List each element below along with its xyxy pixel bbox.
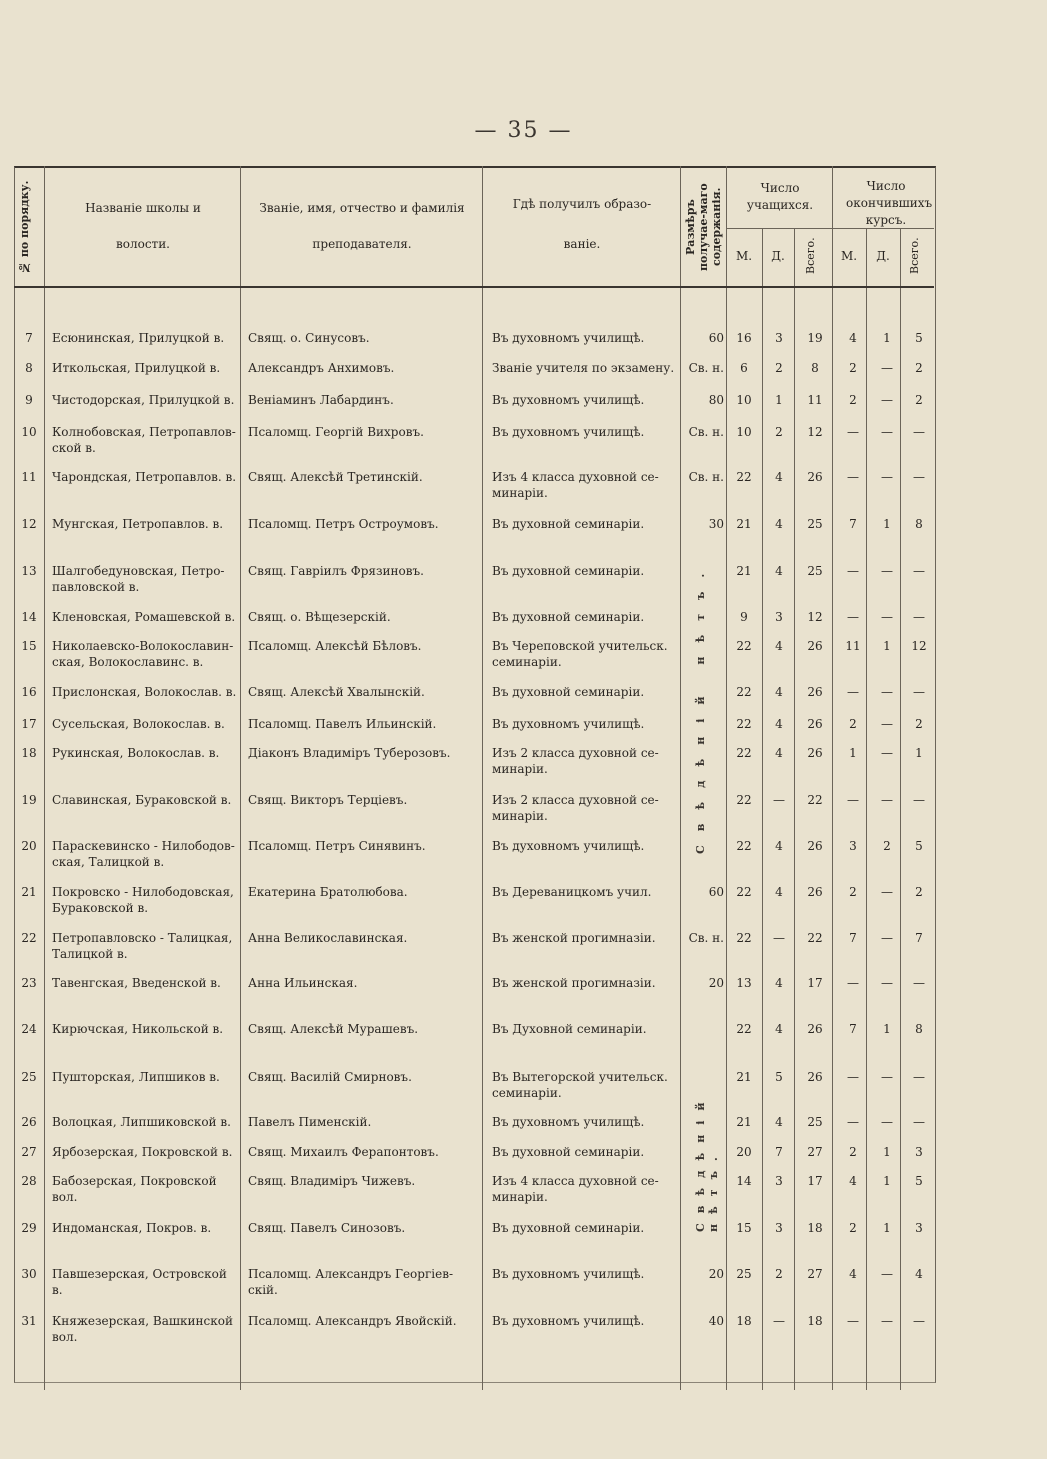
graduates-m: — — [847, 425, 859, 439]
row-number: 26 — [21, 1115, 37, 1129]
graduates-total: — — [913, 470, 925, 484]
graduates-d: — — [881, 746, 893, 760]
education: Въ женской прогимназіи. — [492, 931, 656, 945]
education: Въ Вытегорской учительск. семинаріи. — [492, 1070, 668, 1100]
col-rule — [726, 166, 727, 1390]
students-m: 25 — [736, 1267, 752, 1281]
students-m: 16 — [736, 331, 752, 345]
students-d: 3 — [775, 331, 783, 345]
header-graduates-m: М. — [840, 249, 858, 263]
row-number: 30 — [21, 1267, 37, 1281]
teacher-name: Екатерина Братолюбова. — [248, 885, 408, 899]
col-rule — [900, 228, 901, 1390]
students-total: 25 — [807, 517, 823, 531]
graduates-total: 2 — [915, 361, 923, 375]
school-name: Николаевско-Волокославин-ская, Волокославинс. в. — [52, 639, 234, 669]
students-total: 26 — [807, 839, 823, 853]
education: Званіе учителя по экзамену. — [492, 361, 675, 375]
salary: 80 — [708, 393, 724, 407]
students-m: 10 — [736, 425, 752, 439]
graduates-d: — — [881, 1115, 893, 1129]
school-name: Чистодорская, Прилуцкой в. — [52, 393, 235, 407]
salary: 40 — [708, 1314, 724, 1328]
education: Въ духовномъ училищѣ. — [492, 717, 645, 731]
students-total: 17 — [807, 1174, 823, 1188]
col-rule — [832, 166, 833, 1390]
graduates-d: — — [881, 885, 893, 899]
graduates-m: — — [847, 470, 859, 484]
education: Изъ 4 класса духовной се-минаріи. — [492, 470, 659, 500]
graduates-d: — — [881, 393, 893, 407]
school-name: Параскевинско - Нилободов-ская, Талицкой в. — [52, 839, 235, 869]
graduates-d: — — [881, 1267, 893, 1281]
students-d: 4 — [775, 839, 783, 853]
teacher-name: Свящ. о. Вѣщезерскій. — [248, 610, 391, 624]
header-students-total: Всего. — [804, 237, 817, 275]
header-teacher-2: преподавателя. — [312, 237, 412, 251]
students-d: 4 — [775, 746, 783, 760]
students-d: 4 — [775, 517, 783, 531]
students-m: 14 — [736, 1174, 752, 1188]
students-m: 22 — [736, 931, 752, 945]
graduates-total: 8 — [915, 517, 923, 531]
teacher-name: Псаломщ. Петръ Синявинъ. — [248, 839, 426, 853]
students-m: 21 — [736, 1070, 752, 1084]
header-edu-2: ваніе. — [563, 237, 601, 251]
row-number: 12 — [21, 517, 37, 531]
students-d: 3 — [775, 1221, 783, 1235]
row-number: 31 — [21, 1314, 37, 1328]
header-teacher-1: Званіе, имя, отчество и фамилія — [259, 201, 465, 215]
teacher-name: Псаломщ. Георгій Вихровъ. — [248, 425, 424, 439]
education: Въ духовномъ училищѣ. — [492, 1267, 645, 1281]
students-d: 4 — [775, 976, 783, 990]
graduates-total: — — [913, 1115, 925, 1129]
students-m: 21 — [736, 517, 752, 531]
students-m: 13 — [736, 976, 752, 990]
students-total: 12 — [807, 610, 823, 624]
graduates-total: — — [913, 1070, 925, 1084]
students-d: 4 — [775, 1115, 783, 1129]
students-d: 5 — [775, 1070, 783, 1084]
graduates-m: — — [847, 1314, 859, 1328]
graduates-total: — — [913, 564, 925, 578]
students-total: 26 — [807, 639, 823, 653]
graduates-d: — — [881, 976, 893, 990]
row-number: 24 — [21, 1022, 37, 1036]
education: Въ духовной семинаріи. — [492, 1221, 645, 1235]
graduates-d: 1 — [883, 1022, 891, 1036]
teacher-name: Свящ. Василій Смирновъ. — [248, 1070, 412, 1084]
graduates-m: 7 — [849, 931, 857, 945]
school-name: Петропавловско - Талицкая, Талицкой в. — [52, 931, 233, 961]
row-number: 29 — [21, 1221, 37, 1235]
students-total: 12 — [807, 425, 823, 439]
teacher-name: Псаломщ. Алексѣй Бѣловъ. — [248, 639, 422, 653]
graduates-total: 2 — [915, 393, 923, 407]
students-d: — — [773, 1314, 785, 1328]
col-rule — [44, 166, 45, 1390]
teacher-name: Псаломщ. Павелъ Ильинскій. — [248, 717, 437, 731]
education: Въ духовномъ училищѣ. — [492, 393, 645, 407]
teacher-name: Александръ Анхимовъ. — [248, 361, 395, 375]
teacher-name: Свящ. Алексѣй Хвалынскій. — [248, 685, 425, 699]
header-school-2: волости. — [116, 237, 170, 251]
graduates-m: 7 — [849, 1022, 857, 1036]
students-total: 26 — [807, 685, 823, 699]
education: Въ Духовной семинаріи. — [492, 1022, 647, 1036]
graduates-d: — — [881, 1070, 893, 1084]
school-name: Колнобовская, Петропавлов-ской в. — [52, 425, 236, 455]
education: Изъ 4 класса духовной се-минаріи. — [492, 1174, 659, 1204]
school-name: Рукинская, Волокослав. в. — [52, 746, 220, 760]
graduates-m: — — [847, 1070, 859, 1084]
salary: Св. н. — [688, 931, 724, 945]
students-total: 26 — [807, 746, 823, 760]
graduates-d: 1 — [883, 1174, 891, 1188]
col-rule — [240, 166, 241, 1390]
row-number: 11 — [21, 470, 37, 484]
row-number: 28 — [21, 1174, 37, 1188]
graduates-d: — — [881, 685, 893, 699]
row-number: 22 — [21, 931, 37, 945]
graduates-d: — — [881, 931, 893, 945]
col-rule — [680, 166, 681, 1390]
header-salary: Размѣръ получае-маго содержанія. — [684, 183, 723, 271]
school-name: Сусельская, Волокослав. в. — [52, 717, 225, 731]
students-d: 2 — [775, 425, 783, 439]
header-graduates: Число окончившихъ курсъ. — [846, 179, 933, 227]
teacher-name: Свящ. Владиміръ Чижевъ. — [248, 1174, 416, 1188]
students-total: 25 — [807, 564, 823, 578]
page-number: — 35 — — [474, 118, 573, 143]
graduates-total: 5 — [915, 839, 923, 853]
students-total: 19 — [807, 331, 823, 345]
students-m: 22 — [736, 793, 752, 807]
graduates-total: 4 — [915, 1267, 923, 1281]
salary: 20 — [708, 1267, 724, 1281]
education: Въ духовной семинаріи. — [492, 564, 645, 578]
graduates-total: — — [913, 1314, 925, 1328]
students-m: 6 — [740, 361, 748, 375]
graduates-m: 2 — [849, 1145, 857, 1159]
education: Въ духовномъ училищѣ. — [492, 839, 645, 853]
graduates-total: 12 — [911, 639, 927, 653]
graduates-total: 5 — [915, 331, 923, 345]
education: Въ духовномъ училищѣ. — [492, 1314, 645, 1328]
students-d: 4 — [775, 470, 783, 484]
school-name: Тавенгская, Введенской в. — [52, 976, 221, 990]
row-number: 14 — [21, 610, 37, 624]
header-edu-1: Гдѣ получилъ образо- — [512, 197, 652, 211]
teacher-name: Анна Ильинская. — [248, 976, 358, 990]
row-number: 27 — [21, 1145, 37, 1159]
education: Въ духовной семинаріи. — [492, 517, 645, 531]
education: Въ духовномъ училищѣ. — [492, 331, 645, 345]
no-data-stamp: Свѣдѣній нѣтъ. — [694, 1092, 720, 1232]
graduates-m: — — [847, 793, 859, 807]
students-total: 17 — [807, 976, 823, 990]
graduates-total: — — [913, 793, 925, 807]
school-name: Чарондская, Петропавлов. в. — [52, 470, 237, 484]
graduates-m: 4 — [849, 331, 857, 345]
students-d: — — [773, 793, 785, 807]
teacher-name: Свящ. Павелъ Синозовъ. — [248, 1221, 406, 1235]
col-rule — [482, 166, 483, 1390]
graduates-d: — — [881, 470, 893, 484]
students-m: 18 — [736, 1314, 752, 1328]
graduates-total: — — [913, 976, 925, 990]
row-number: 25 — [21, 1070, 37, 1084]
graduates-d: 1 — [883, 1221, 891, 1235]
row-number: 13 — [21, 564, 37, 578]
row-number: 15 — [21, 639, 37, 653]
header-school-1: Названіе школы и — [85, 201, 201, 215]
students-d: — — [773, 931, 785, 945]
students-m: 22 — [736, 885, 752, 899]
school-name: Волоцкая, Липшиковской в. — [52, 1115, 231, 1129]
students-m: 22 — [736, 639, 752, 653]
salary: 60 — [708, 331, 724, 345]
salary: 60 — [708, 885, 724, 899]
school-name: Ярбозерская, Покровской в. — [52, 1145, 233, 1159]
graduates-total: — — [913, 685, 925, 699]
students-total: 26 — [807, 717, 823, 731]
school-name: Кирючская, Никольской в. — [52, 1022, 224, 1036]
students-total: 26 — [807, 885, 823, 899]
graduates-total: 2 — [915, 717, 923, 731]
education: Въ духовномъ училищѣ. — [492, 1115, 645, 1129]
header-students: Число учащихся. — [746, 181, 814, 212]
students-total: 18 — [807, 1314, 823, 1328]
teacher-name: Свящ. Гавріилъ Фрязиновъ. — [248, 564, 424, 578]
graduates-d: — — [881, 425, 893, 439]
education: Въ Череповской учительск. семинаріи. — [492, 639, 668, 669]
students-d: 1 — [775, 393, 783, 407]
students-total: 25 — [807, 1115, 823, 1129]
graduates-m: 2 — [849, 717, 857, 731]
education: Изъ 2 класса духовной се-минаріи. — [492, 793, 659, 823]
salary: Св. н. — [688, 425, 724, 439]
education: Въ духовномъ училищѣ. — [492, 425, 645, 439]
graduates-m: 1 — [849, 746, 857, 760]
school-name: Кленовская, Ромашевской в. — [52, 610, 236, 624]
graduates-m: 4 — [849, 1174, 857, 1188]
graduates-d: — — [881, 1314, 893, 1328]
students-d: 3 — [775, 1174, 783, 1188]
students-d: 4 — [775, 885, 783, 899]
students-m: 22 — [736, 1022, 752, 1036]
row-number: 20 — [21, 839, 37, 853]
students-d: 2 — [775, 1267, 783, 1281]
school-name: Прислонская, Волокослав. в. — [52, 685, 237, 699]
teacher-name: Веніаминъ Лабардинъ. — [248, 393, 394, 407]
graduates-m: 2 — [849, 393, 857, 407]
school-name: Бабозерская, Покровской вол. — [52, 1174, 217, 1204]
graduates-d: 1 — [883, 331, 891, 345]
graduates-m: — — [847, 976, 859, 990]
row-number: 19 — [21, 793, 37, 807]
header-students-m: М. — [735, 249, 753, 263]
graduates-total: 2 — [915, 885, 923, 899]
students-m: 22 — [736, 685, 752, 699]
school-name: Покровско - Нилободовская, Бураковской в. — [52, 885, 234, 915]
header-graduates-d: Д. — [876, 249, 890, 263]
graduates-d: — — [881, 717, 893, 731]
graduates-m: 2 — [849, 361, 857, 375]
row-number: 8 — [25, 361, 33, 375]
row-number: 18 — [21, 746, 37, 760]
graduates-d: 1 — [883, 517, 891, 531]
students-d: 7 — [775, 1145, 783, 1159]
students-m: 22 — [736, 746, 752, 760]
salary: Св. н. — [688, 470, 724, 484]
graduates-d: 1 — [883, 639, 891, 653]
students-m: 20 — [736, 1145, 752, 1159]
salary: 20 — [708, 976, 724, 990]
teacher-name: Діаконъ Владиміръ Туберозовъ. — [248, 746, 451, 760]
students-total: 27 — [807, 1267, 823, 1281]
students-d: 2 — [775, 361, 783, 375]
graduates-m: 2 — [849, 885, 857, 899]
graduates-m: 7 — [849, 517, 857, 531]
graduates-total: 1 — [915, 746, 923, 760]
students-total: 22 — [807, 931, 823, 945]
graduates-m: — — [847, 1115, 859, 1129]
students-d: 4 — [775, 685, 783, 699]
header-no: № по порядку. — [18, 180, 31, 274]
education: Изъ 2 класса духовной се-минаріи. — [492, 746, 659, 776]
students-total: 26 — [807, 1022, 823, 1036]
students-m: 21 — [736, 564, 752, 578]
students-d: 4 — [775, 564, 783, 578]
salary: Св. н. — [688, 361, 724, 375]
students-total: 8 — [811, 361, 819, 375]
row-number: 23 — [21, 976, 37, 990]
school-name: Пушторская, Липшиков в. — [52, 1070, 220, 1084]
school-name: Павшезерская, Островской в. — [52, 1267, 227, 1297]
graduates-total: 5 — [915, 1174, 923, 1188]
graduates-m: — — [847, 610, 859, 624]
teacher-name: Свящ. о. Синусовъ. — [248, 331, 370, 345]
school-name: Славинская, Бураковской в. — [52, 793, 232, 807]
teacher-name: Анна Великославинская. — [248, 931, 408, 945]
students-total: 22 — [807, 793, 823, 807]
row-number: 7 — [25, 331, 33, 345]
graduates-m: 11 — [845, 639, 861, 653]
education: Въ духовной семинаріи. — [492, 1145, 645, 1159]
students-d: 4 — [775, 1022, 783, 1036]
teacher-name: Псаломщ. Александръ Явойскій. — [248, 1314, 457, 1328]
salary: 30 — [708, 517, 724, 531]
education: Въ духовной семинаріи. — [492, 685, 645, 699]
graduates-total: — — [913, 425, 925, 439]
col-rule — [794, 228, 795, 1390]
teacher-name: Псаломщ. Александръ Георгіев-скій. — [248, 1267, 454, 1297]
graduates-d: — — [881, 564, 893, 578]
school-name: Иткольская, Прилуцкой в. — [52, 361, 221, 375]
students-m: 10 — [736, 393, 752, 407]
students-m: 22 — [736, 839, 752, 853]
row-number: 17 — [21, 717, 37, 731]
graduates-d: 2 — [883, 839, 891, 853]
row-number: 16 — [21, 685, 37, 699]
graduates-total: 3 — [915, 1221, 923, 1235]
students-total: 18 — [807, 1221, 823, 1235]
teacher-name: Павелъ Пименскій. — [248, 1115, 372, 1129]
col-rule — [762, 228, 763, 1390]
school-name: Индоманская, Покров. в. — [52, 1221, 212, 1235]
graduates-total: — — [913, 610, 925, 624]
teacher-name: Свящ. Викторъ Терціевъ. — [248, 793, 408, 807]
teacher-name: Свящ. Алексѣй Мурашевъ. — [248, 1022, 419, 1036]
students-total: 27 — [807, 1145, 823, 1159]
school-name: Княжезерская, Вашкинской вол. — [52, 1314, 233, 1344]
students-m: 15 — [736, 1221, 752, 1235]
students-m: 9 — [740, 610, 748, 624]
graduates-total: 3 — [915, 1145, 923, 1159]
students-total: 11 — [807, 393, 823, 407]
row-number: 9 — [25, 393, 33, 407]
graduates-m: 4 — [849, 1267, 857, 1281]
students-total: 26 — [807, 1070, 823, 1084]
graduates-d: — — [881, 793, 893, 807]
students-m: 22 — [736, 470, 752, 484]
header-graduates-total: Всего. — [908, 237, 921, 275]
graduates-total: 7 — [915, 931, 923, 945]
students-d: 4 — [775, 717, 783, 731]
header-bottom-rule — [14, 286, 934, 288]
graduates-d: 1 — [883, 1145, 891, 1159]
school-name: Есюнинская, Прилуцкой в. — [52, 331, 225, 345]
school-name: Шалгобедуновская, Петро-павловской в. — [52, 564, 225, 594]
school-name: Мунгская, Петропавлов. в. — [52, 517, 224, 531]
students-d: 3 — [775, 610, 783, 624]
no-data-stamp: Свѣдѣній нѣтъ. — [694, 559, 707, 854]
graduates-total: 8 — [915, 1022, 923, 1036]
graduates-m: — — [847, 564, 859, 578]
students-total: 26 — [807, 470, 823, 484]
education: Въ Дереваницкомъ учил. — [492, 885, 652, 899]
header-students-d: Д. — [771, 249, 785, 263]
students-d: 4 — [775, 639, 783, 653]
graduates-m: 2 — [849, 1221, 857, 1235]
students-m: 22 — [736, 717, 752, 731]
graduates-m: 3 — [849, 839, 857, 853]
education: Въ духовной семинаріи. — [492, 610, 645, 624]
teacher-name: Свящ. Алексѣй Третинскій. — [248, 470, 423, 484]
row-number: 21 — [21, 885, 37, 899]
teacher-name: Свящ. Михаилъ Ферапонтовъ. — [248, 1145, 439, 1159]
graduates-m: — — [847, 685, 859, 699]
teacher-name: Псаломщ. Петръ Остроумовъ. — [248, 517, 439, 531]
graduates-d: — — [881, 361, 893, 375]
education: Въ женской прогимназіи. — [492, 976, 656, 990]
row-number: 10 — [21, 425, 37, 439]
graduates-d: — — [881, 610, 893, 624]
students-m: 21 — [736, 1115, 752, 1129]
